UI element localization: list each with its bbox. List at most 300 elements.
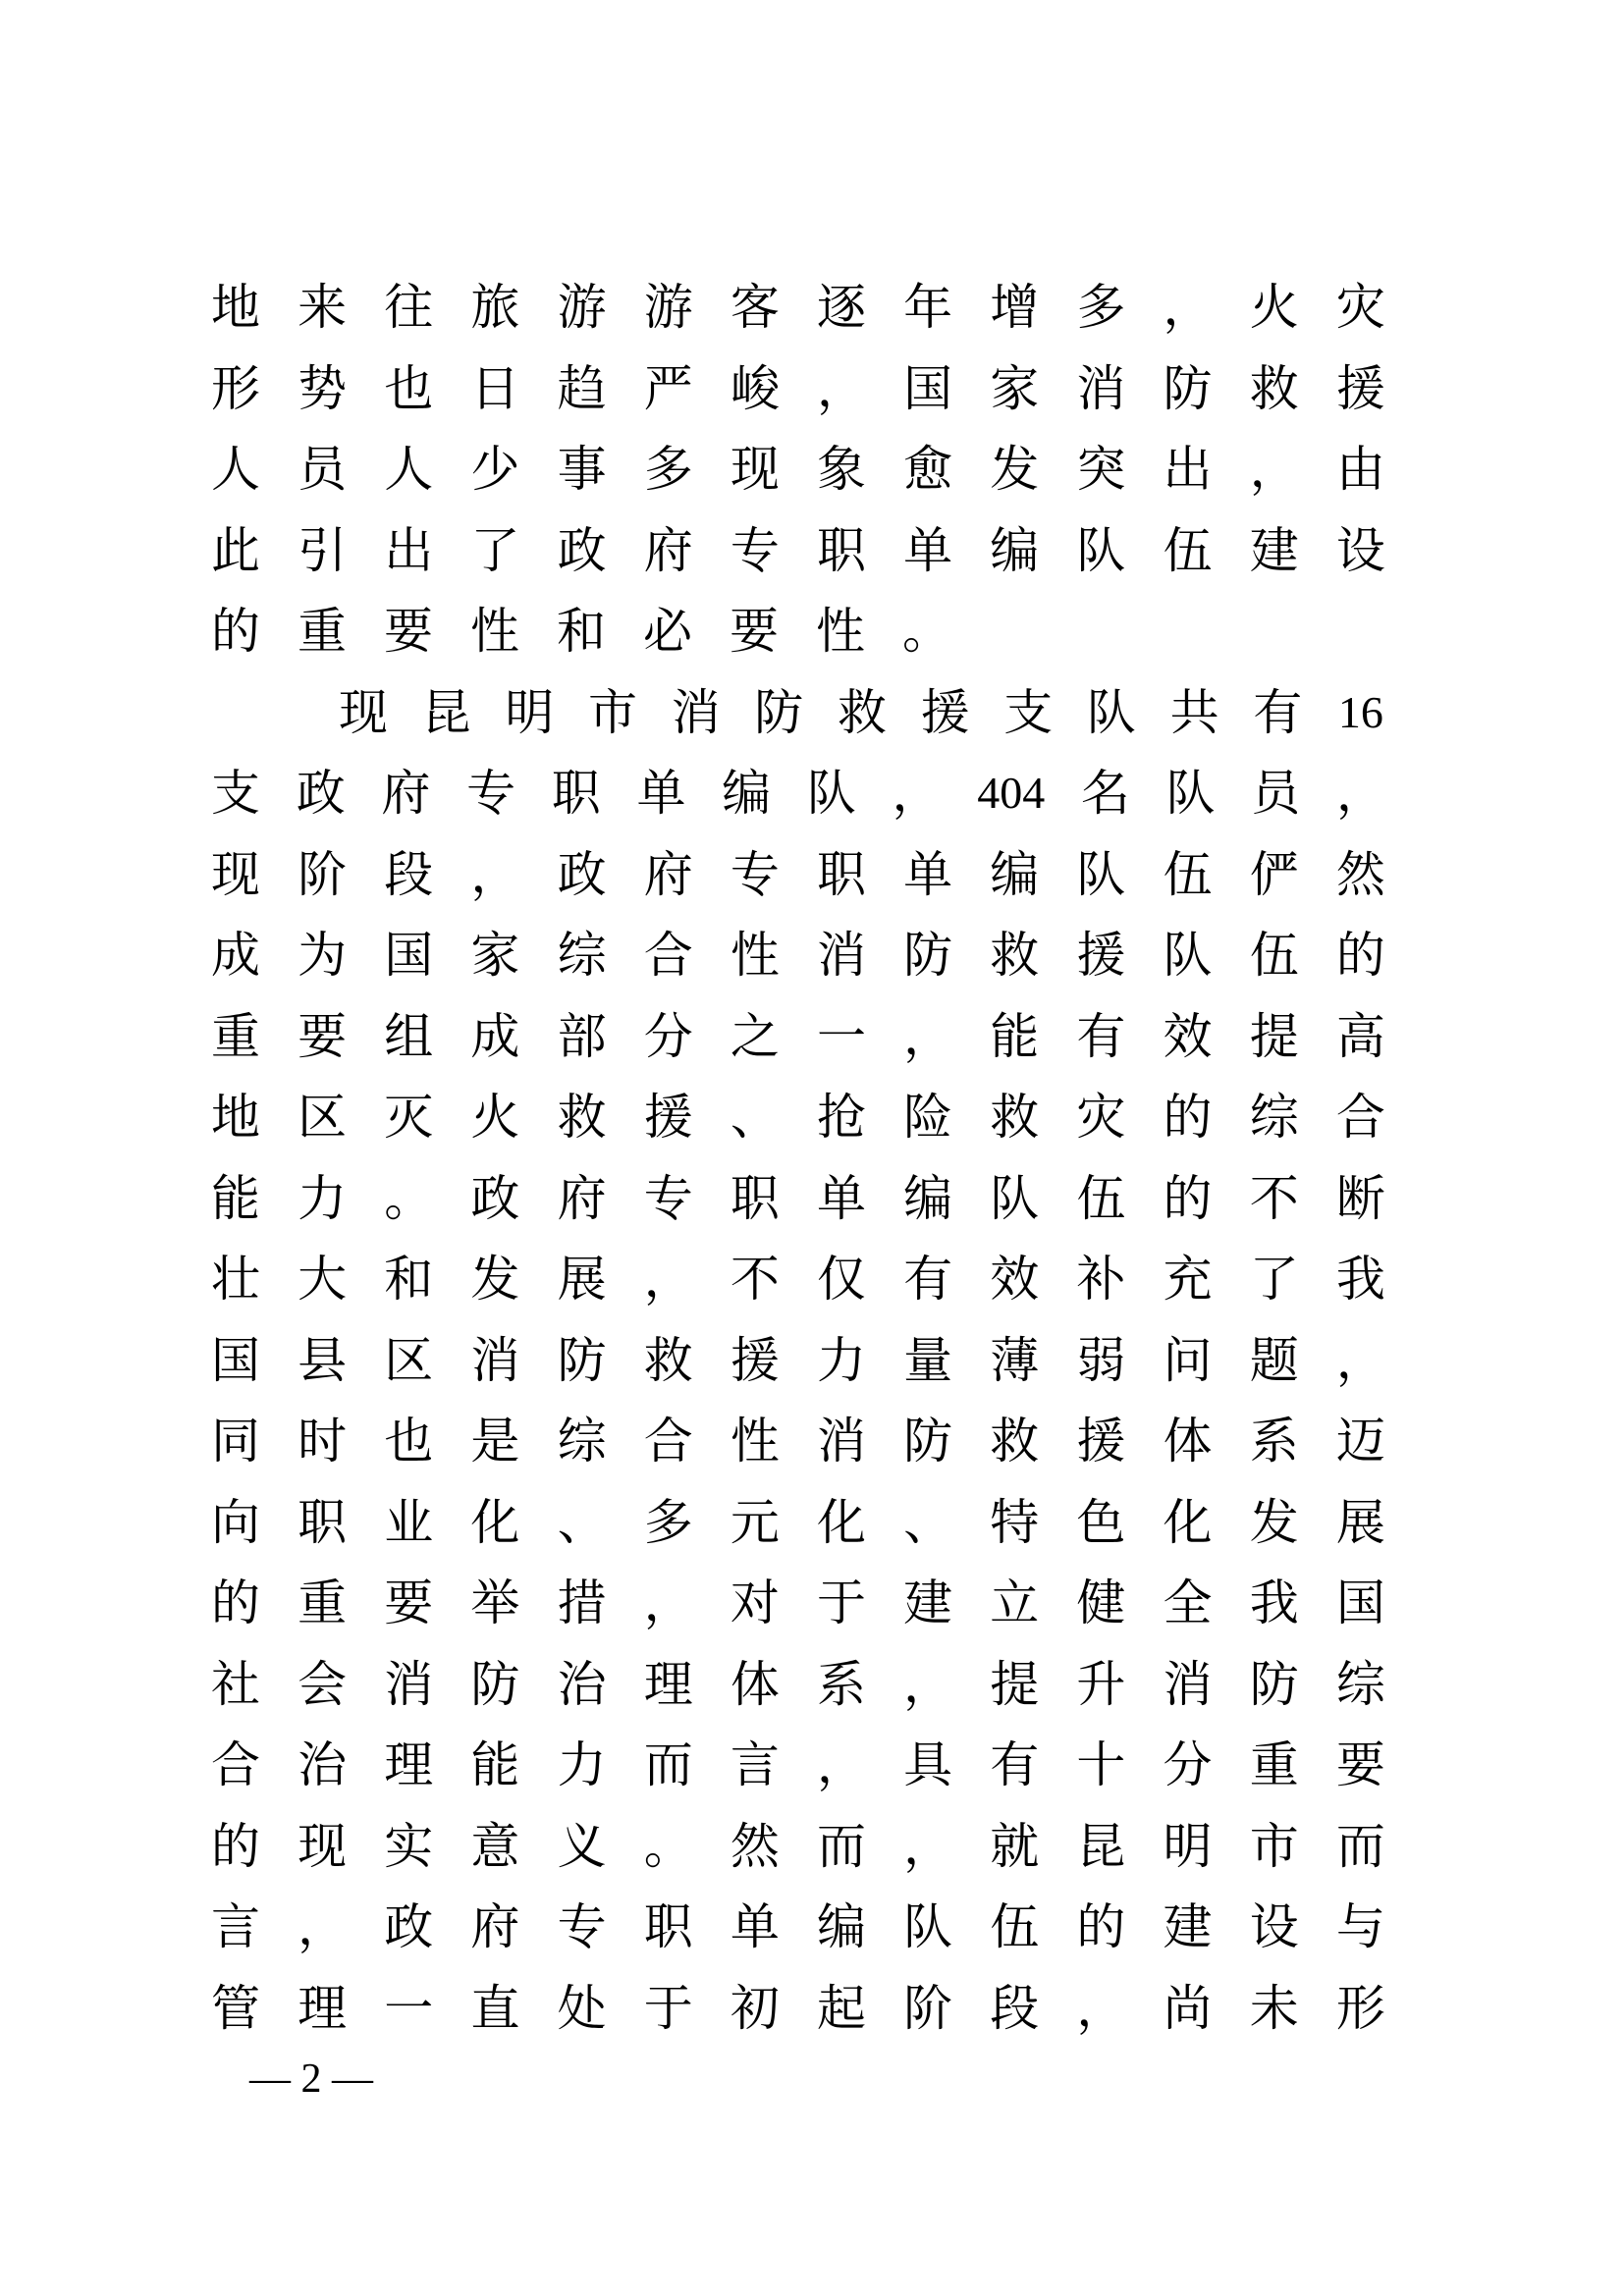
char: ，	[1163, 280, 1213, 336]
char: 昆	[1076, 1818, 1126, 1874]
char: 向	[211, 1494, 260, 1550]
char: 然	[1335, 846, 1385, 902]
char: 旅	[470, 280, 520, 336]
char: 由	[1335, 442, 1385, 498]
char: 体	[1163, 1414, 1213, 1469]
page-number: — 2 —	[249, 2056, 373, 2102]
char: 国	[1335, 1575, 1385, 1631]
char: 治	[557, 1656, 607, 1712]
char: 了	[1249, 1252, 1299, 1308]
char: 实	[384, 1818, 434, 1874]
char: 援	[920, 684, 970, 740]
char: 救	[557, 1090, 607, 1146]
char: 合	[211, 1737, 260, 1793]
char: 出	[1163, 442, 1213, 498]
char: 合	[1335, 1090, 1385, 1146]
char: 队	[1076, 846, 1126, 902]
char: 薄	[990, 1332, 1040, 1388]
char: 要	[384, 604, 433, 660]
char: 措	[557, 1575, 607, 1631]
char: 效	[1163, 1008, 1213, 1064]
char: 社	[211, 1656, 260, 1712]
char: ，	[1249, 442, 1299, 498]
char: 于	[643, 1980, 693, 2036]
char: 救	[1249, 360, 1299, 416]
char: 题	[1249, 1332, 1299, 1388]
char: 职	[816, 846, 866, 902]
char: 引	[298, 522, 348, 578]
char: 伍	[1076, 1170, 1126, 1226]
text-line	[211, 1644, 1385, 1726]
char: ，	[816, 360, 866, 416]
char: 化	[1163, 1494, 1213, 1550]
char: 援	[1076, 928, 1126, 984]
char: 队	[1076, 522, 1126, 578]
char: 队	[1086, 684, 1136, 740]
char: 单	[730, 1899, 780, 1955]
char: 为	[298, 928, 348, 984]
char: 重	[211, 1008, 260, 1064]
char: 一	[816, 1008, 866, 1064]
char: ，	[470, 846, 520, 902]
char: 能	[211, 1170, 260, 1226]
text-line	[211, 510, 1385, 592]
char: 阶	[298, 846, 348, 902]
char: 援	[730, 1332, 780, 1388]
char: 大	[298, 1252, 348, 1308]
text-line	[211, 753, 1385, 834]
char: 趋	[557, 360, 607, 416]
char: 职	[643, 1899, 693, 1955]
char: 言	[730, 1737, 780, 1793]
char: 防	[1163, 360, 1213, 416]
char: 府	[381, 766, 431, 822]
char: 救	[643, 1332, 693, 1388]
char: 成	[211, 928, 260, 984]
char: 单	[903, 522, 953, 578]
char: 伍	[990, 1899, 1040, 1955]
char: 提	[1249, 1008, 1299, 1064]
numeral: 16	[1337, 686, 1383, 737]
char: 家	[470, 928, 520, 984]
char: ，	[298, 1899, 348, 1955]
char: 国	[384, 928, 434, 984]
char: 也	[384, 360, 434, 416]
char: 升	[1076, 1656, 1126, 1712]
char: 灾	[1076, 1090, 1126, 1146]
char: 我	[1249, 1575, 1299, 1631]
char: 现	[730, 442, 780, 498]
char: 段	[384, 846, 434, 902]
char: 险	[903, 1090, 953, 1146]
char: 队	[990, 1170, 1040, 1226]
char: 突	[1076, 442, 1126, 498]
char: ，	[1076, 1980, 1126, 2036]
char: 伍	[1249, 928, 1299, 984]
text-line	[211, 1401, 1385, 1482]
char: 专	[730, 846, 780, 902]
char: 专	[466, 766, 516, 822]
char: 了	[470, 522, 520, 578]
char: 综	[1335, 1656, 1385, 1712]
char: 现	[211, 846, 260, 902]
char: 高	[1335, 1008, 1385, 1064]
char: 政	[384, 1899, 434, 1955]
char: 是	[470, 1414, 520, 1469]
char: 迈	[1335, 1414, 1385, 1469]
char: 健	[1076, 1575, 1126, 1631]
char: 防	[470, 1656, 520, 1712]
char: 队	[903, 1899, 953, 1955]
char: 愈	[903, 442, 953, 498]
char: 重	[1249, 1737, 1299, 1793]
char: 综	[557, 928, 607, 984]
text-line	[211, 996, 1385, 1078]
char: 直	[470, 1980, 520, 2036]
char: 俨	[1249, 846, 1299, 902]
char: 的	[1076, 1899, 1126, 1955]
char: 援	[1076, 1414, 1126, 1469]
char: 事	[557, 442, 607, 498]
char: 国	[211, 1332, 260, 1388]
char: ，	[816, 1737, 866, 1793]
char: 国	[903, 360, 953, 416]
char: 区	[384, 1332, 434, 1388]
char: 发	[470, 1252, 520, 1308]
char: 防	[557, 1332, 607, 1388]
char: 往	[384, 280, 434, 336]
char: 而	[1335, 1818, 1385, 1874]
char: 多	[1076, 280, 1126, 336]
char: 、	[730, 1090, 780, 1146]
char: 之	[730, 1008, 780, 1064]
char: 断	[1335, 1170, 1385, 1226]
text-line	[211, 1887, 1385, 1968]
char: 专	[643, 1170, 693, 1226]
char: 象	[816, 442, 866, 498]
char: 系	[1249, 1414, 1299, 1469]
char: 明	[505, 684, 555, 740]
char: ，	[903, 1008, 953, 1064]
char: 。	[902, 604, 951, 660]
char: 能	[990, 1008, 1040, 1064]
char: 的	[1335, 928, 1385, 984]
char: 、	[903, 1494, 953, 1550]
char: 合	[643, 928, 693, 984]
char: 府	[643, 846, 693, 902]
char: 力	[557, 1737, 607, 1793]
char: 补	[1076, 1252, 1126, 1308]
char: 壮	[211, 1252, 260, 1308]
char: 尚	[1163, 1980, 1213, 2036]
char: 政	[557, 522, 607, 578]
char: 形	[211, 360, 260, 416]
char: 仅	[816, 1252, 866, 1308]
char: 管	[211, 1980, 260, 2036]
char: 起	[816, 1980, 866, 2036]
char: 理	[643, 1656, 693, 1712]
char: 人	[384, 442, 434, 498]
char: 举	[470, 1575, 520, 1631]
char: 同	[211, 1414, 260, 1469]
char: ，	[1335, 766, 1385, 822]
char: 消	[470, 1332, 520, 1388]
char: 性	[470, 604, 519, 660]
text-line	[211, 1806, 1385, 1888]
char: 化	[816, 1494, 866, 1550]
char: 年	[903, 280, 953, 336]
char: 明	[1163, 1818, 1213, 1874]
char: 消	[1076, 360, 1126, 416]
char: 不	[1249, 1170, 1299, 1226]
char: 伍	[1163, 522, 1213, 578]
char: 队	[1165, 766, 1216, 822]
char: 少	[470, 442, 520, 498]
text-line	[211, 834, 1385, 916]
char: 阶	[903, 1980, 953, 2036]
char: 专	[557, 1899, 607, 1955]
char: 编	[990, 846, 1040, 902]
text-line	[211, 267, 1385, 348]
char: 府	[557, 1170, 607, 1226]
text-line	[211, 672, 1385, 754]
char: 市	[587, 684, 637, 740]
char: 救	[990, 1090, 1040, 1146]
char: 多	[643, 442, 693, 498]
char: 设	[1249, 1899, 1299, 1955]
text-line	[211, 1968, 1385, 2050]
char: ，	[1335, 1332, 1385, 1388]
char: 要	[730, 604, 779, 660]
char: 十	[1076, 1737, 1126, 1793]
text-line	[211, 1320, 1385, 1402]
char: 府	[470, 1899, 520, 1955]
char: 的	[211, 1575, 260, 1631]
char: 职	[551, 766, 601, 822]
char: ，	[643, 1252, 693, 1308]
char: 。	[384, 1170, 434, 1226]
char: 游	[643, 280, 693, 336]
char: 防	[754, 684, 804, 740]
char: 有	[990, 1737, 1040, 1793]
char: 救	[990, 1414, 1040, 1469]
char: 言	[211, 1899, 260, 1955]
char: 力	[298, 1170, 348, 1226]
char: 部	[557, 1008, 607, 1064]
char: 政	[557, 846, 607, 902]
char: 发	[990, 442, 1040, 498]
char: 防	[1249, 1656, 1299, 1712]
char: 意	[470, 1818, 520, 1874]
char: 立	[990, 1575, 1040, 1631]
char: 色	[1076, 1494, 1126, 1550]
char: 消	[816, 1414, 866, 1469]
char: 然	[730, 1818, 780, 1874]
char: 展	[557, 1252, 607, 1308]
char: ，	[903, 1818, 953, 1874]
char: 职	[816, 522, 866, 578]
char: 建	[1163, 1899, 1213, 1955]
char: 性	[730, 1414, 780, 1469]
char: 出	[384, 522, 434, 578]
char: 峻	[730, 360, 780, 416]
char: 理	[384, 1737, 434, 1793]
char: 现	[339, 684, 388, 740]
char: 有	[903, 1252, 953, 1308]
char: 抢	[816, 1090, 866, 1146]
char: 职	[298, 1494, 348, 1550]
char: 充	[1163, 1252, 1213, 1308]
char: 支	[211, 766, 260, 822]
char: 火	[1249, 280, 1299, 336]
char: 政	[296, 766, 346, 822]
char: 逐	[816, 280, 866, 336]
char: 昆	[421, 684, 471, 740]
char: 理	[298, 1980, 348, 2036]
char: 发	[1249, 1494, 1299, 1550]
char: 系	[816, 1656, 866, 1712]
char: 救	[990, 928, 1040, 984]
char: 能	[470, 1737, 520, 1793]
char: 市	[1249, 1818, 1299, 1874]
char: 而	[816, 1818, 866, 1874]
char: 。	[643, 1818, 693, 1874]
char: 段	[990, 1980, 1040, 2036]
char: 未	[1249, 1980, 1299, 2036]
char: 性	[730, 928, 780, 984]
char: 要	[298, 1008, 348, 1064]
char: 组	[384, 1008, 434, 1064]
char: 火	[470, 1090, 520, 1146]
char: 单	[816, 1170, 866, 1226]
char: 救	[837, 684, 887, 740]
char: ，	[892, 766, 942, 822]
char: ，	[643, 1575, 693, 1631]
char: 队	[1163, 928, 1213, 984]
char: 就	[990, 1818, 1040, 1874]
char: 全	[1163, 1575, 1213, 1631]
text-line	[211, 429, 1385, 510]
char: 、	[557, 1494, 607, 1550]
text-line	[211, 1077, 1385, 1158]
text-line	[211, 1239, 1385, 1320]
char: 援	[1335, 360, 1385, 416]
char: 时	[298, 1414, 348, 1469]
char: 量	[903, 1332, 953, 1388]
char: 和	[557, 604, 606, 660]
char: 编	[990, 522, 1040, 578]
char: 地	[211, 280, 260, 336]
char: 的	[211, 604, 260, 660]
char: 也	[384, 1414, 434, 1469]
char: 展	[1335, 1494, 1385, 1550]
char: 支	[1003, 684, 1054, 740]
char: 消	[1163, 1656, 1213, 1712]
char: 日	[470, 360, 520, 416]
char: 此	[211, 522, 260, 578]
char: 提	[990, 1656, 1040, 1712]
char: 员	[298, 442, 348, 498]
char: 专	[730, 522, 780, 578]
char: 灭	[384, 1090, 434, 1146]
char: 名	[1080, 766, 1130, 822]
char: 的	[211, 1818, 260, 1874]
char: 效	[990, 1252, 1040, 1308]
char: 现	[298, 1818, 348, 1874]
text-line	[211, 915, 1385, 996]
char: 伍	[1163, 846, 1213, 902]
char: 势	[298, 360, 348, 416]
char: 建	[903, 1575, 953, 1631]
char: 义	[557, 1818, 607, 1874]
char: 编	[816, 1899, 866, 1955]
char: 消	[816, 928, 866, 984]
numeral: 404	[977, 768, 1046, 819]
char: 综	[1249, 1090, 1299, 1146]
char: 府	[643, 522, 693, 578]
char: 力	[816, 1332, 866, 1388]
char: 体	[730, 1656, 780, 1712]
char: 性	[816, 604, 865, 660]
char: 而	[643, 1737, 693, 1793]
char: 灾	[1335, 280, 1385, 336]
char: 家	[990, 360, 1040, 416]
char: 重	[298, 604, 347, 660]
char: 必	[643, 604, 692, 660]
char: 与	[1335, 1899, 1385, 1955]
char: 编	[903, 1170, 953, 1226]
char: 元	[730, 1494, 780, 1550]
char: 化	[470, 1494, 520, 1550]
char: 弱	[1076, 1332, 1126, 1388]
char: 一	[384, 1980, 434, 2036]
char: 人	[211, 442, 260, 498]
char: 要	[384, 1575, 434, 1631]
char: 多	[643, 1494, 693, 1550]
char: 治	[298, 1737, 348, 1793]
char: 会	[298, 1656, 348, 1712]
char: 职	[730, 1170, 780, 1226]
char: 处	[557, 1980, 607, 2036]
char: 消	[671, 684, 721, 740]
char: 员	[1251, 766, 1301, 822]
char: 分	[643, 1008, 693, 1064]
char: 设	[1335, 522, 1385, 578]
char: 地	[211, 1090, 260, 1146]
char: 重	[298, 1575, 348, 1631]
char: 分	[1163, 1737, 1213, 1793]
char: 援	[643, 1090, 693, 1146]
body-text	[211, 267, 1385, 2049]
char: 问	[1163, 1332, 1213, 1388]
char: 综	[557, 1414, 607, 1469]
text-line	[211, 1158, 1385, 1240]
char: 于	[816, 1575, 866, 1631]
text-line	[211, 1482, 1385, 1564]
text-line	[211, 591, 1385, 672]
char: 建	[1249, 522, 1299, 578]
char: 增	[990, 280, 1040, 336]
char: 成	[470, 1008, 520, 1064]
char: 具	[903, 1737, 953, 1793]
char: 共	[1169, 684, 1219, 740]
char: 严	[643, 360, 693, 416]
char: 有	[1253, 684, 1303, 740]
char: 来	[298, 280, 348, 336]
char: 特	[990, 1494, 1040, 1550]
char: 有	[1076, 1008, 1126, 1064]
char: 区	[298, 1090, 348, 1146]
